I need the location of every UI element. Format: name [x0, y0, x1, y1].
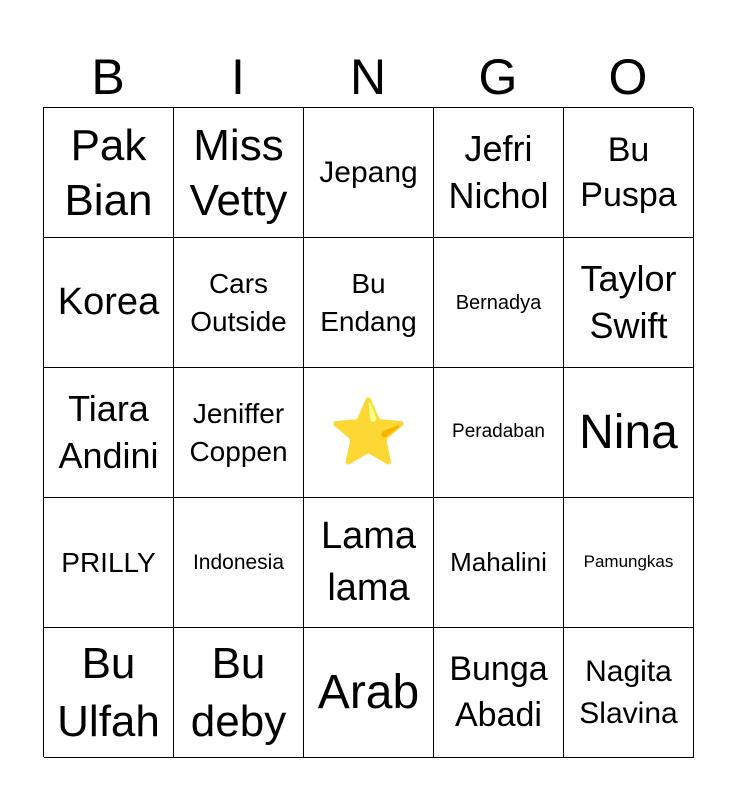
header-letter-i: I: [231, 49, 245, 105]
bingo-cell[interactable]: Cars Outside: [174, 238, 304, 368]
bingo-cell[interactable]: Mahalini: [434, 498, 564, 628]
bingo-cell[interactable]: PRILLY: [44, 498, 174, 628]
bingo-cell[interactable]: Miss Vetty: [174, 108, 304, 238]
bingo-cell[interactable]: Pak Bian: [44, 108, 174, 238]
free-space-cell[interactable]: [304, 368, 434, 498]
bingo-cell[interactable]: Jefri Nichol: [434, 108, 564, 238]
bingo-cell[interactable]: Bernadya: [434, 238, 564, 368]
bingo-header: [43, 47, 693, 107]
header-letter-o: O: [608, 49, 648, 105]
header-letter-g: G: [478, 49, 518, 105]
header-letter-n: N: [349, 49, 387, 105]
bingo-cell[interactable]: Bu Ulfah: [44, 628, 174, 758]
bingo-cell[interactable]: Arab: [304, 628, 434, 758]
bingo-cell[interactable]: Jeniffer Coppen: [174, 368, 304, 498]
star-icon: ⭐: [328, 395, 409, 470]
bingo-cell[interactable]: Taylor Swift: [564, 238, 694, 368]
bingo-cell[interactable]: Indonesia: [174, 498, 304, 628]
header-letter-b: B: [91, 49, 125, 105]
bingo-board: [43, 107, 693, 757]
bingo-cell[interactable]: Jepang: [304, 108, 434, 238]
bingo-cell[interactable]: Nagita Slavina: [564, 628, 694, 758]
bingo-cell[interactable]: Bu Endang: [304, 238, 434, 368]
bingo-cell[interactable]: Bu Puspa: [564, 108, 694, 238]
bingo-cell[interactable]: Tiara Andini: [44, 368, 174, 498]
bingo-cell[interactable]: Bunga Abadi: [434, 628, 564, 758]
bingo-cell[interactable]: Lama lama: [304, 498, 434, 628]
bingo-cell[interactable]: Nina: [564, 368, 694, 498]
bingo-cell[interactable]: Bu deby: [174, 628, 304, 758]
bingo-cell[interactable]: Korea: [44, 238, 174, 368]
bingo-cell[interactable]: Peradaban: [434, 368, 564, 498]
bingo-cell[interactable]: Pamungkas: [564, 498, 694, 628]
